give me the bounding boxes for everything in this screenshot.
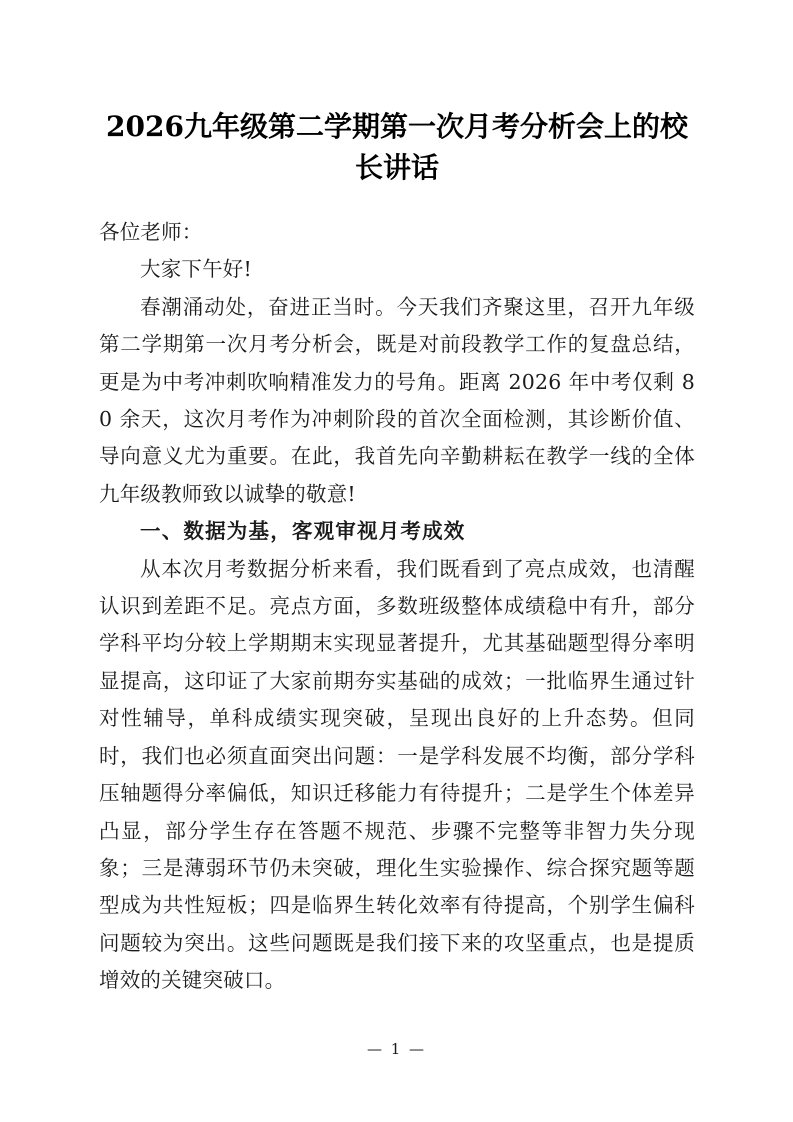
page-title: 2026九年级第二学期第一次月考分析会上的校长讲话 — [106, 110, 688, 184]
opening-paragraph: 春潮涌动处，奋进正当时。今天我们齐聚这里，召开九年级第二学期第一次月考分析会，既是对前段教学工作的复盘总结，更是为中考冲刺吹响精准发力的号角。距离 2026 年中考仅剩 80 余天，这次月考作为冲刺阶段的首次全面检测，其诊断价值、导向意义尤为重要。在此，我首先向辛勤耕耘在教学一线的全体九年级教师致以诚挚的敬意! — [99, 294, 695, 506]
greeting: 大家下午好! — [140, 257, 252, 282]
document-body — [99, 214, 695, 1000]
document-content — [99, 0, 695, 1000]
salutation: 各位老师： — [99, 220, 203, 244]
page-number-footer: — 1 — — [366, 1040, 427, 1058]
section-one-body: 从本次月考数据分析来看，我们既看到了亮点成效，也清醒认识到差距不足。亮点方面，多数班级整体成绩稳中有升，部分学科平均分较上学期期末实现显著提升，尤其基础题型得分率明显提高，这印证了大家前期夯实基础的成效；一批临界生通过针对性辅导，单科成绩实现突破，呈现出良好的上升态势。但同时，我们也必须直面突出问题：一是学科发展不均衡，部分学科压轴题得分率偏低，知识迁移能力有待提升；二是学生个体差异凸显，部分学生存在答题不规范、步骤不完整等非智力失分现象；三是薄弱环节仍未突破，理化生实验操作、综合探究题等题型成为共性短板；四是临界生转化效率有待提高，个别学生偏科问题较为突出。这些问题既是我们接下来的攻坚重点，也是提质增效的关键突破口。 — [99, 556, 695, 993]
section-one-heading: 一、数据为基，客观审视月考成效 — [140, 519, 466, 544]
